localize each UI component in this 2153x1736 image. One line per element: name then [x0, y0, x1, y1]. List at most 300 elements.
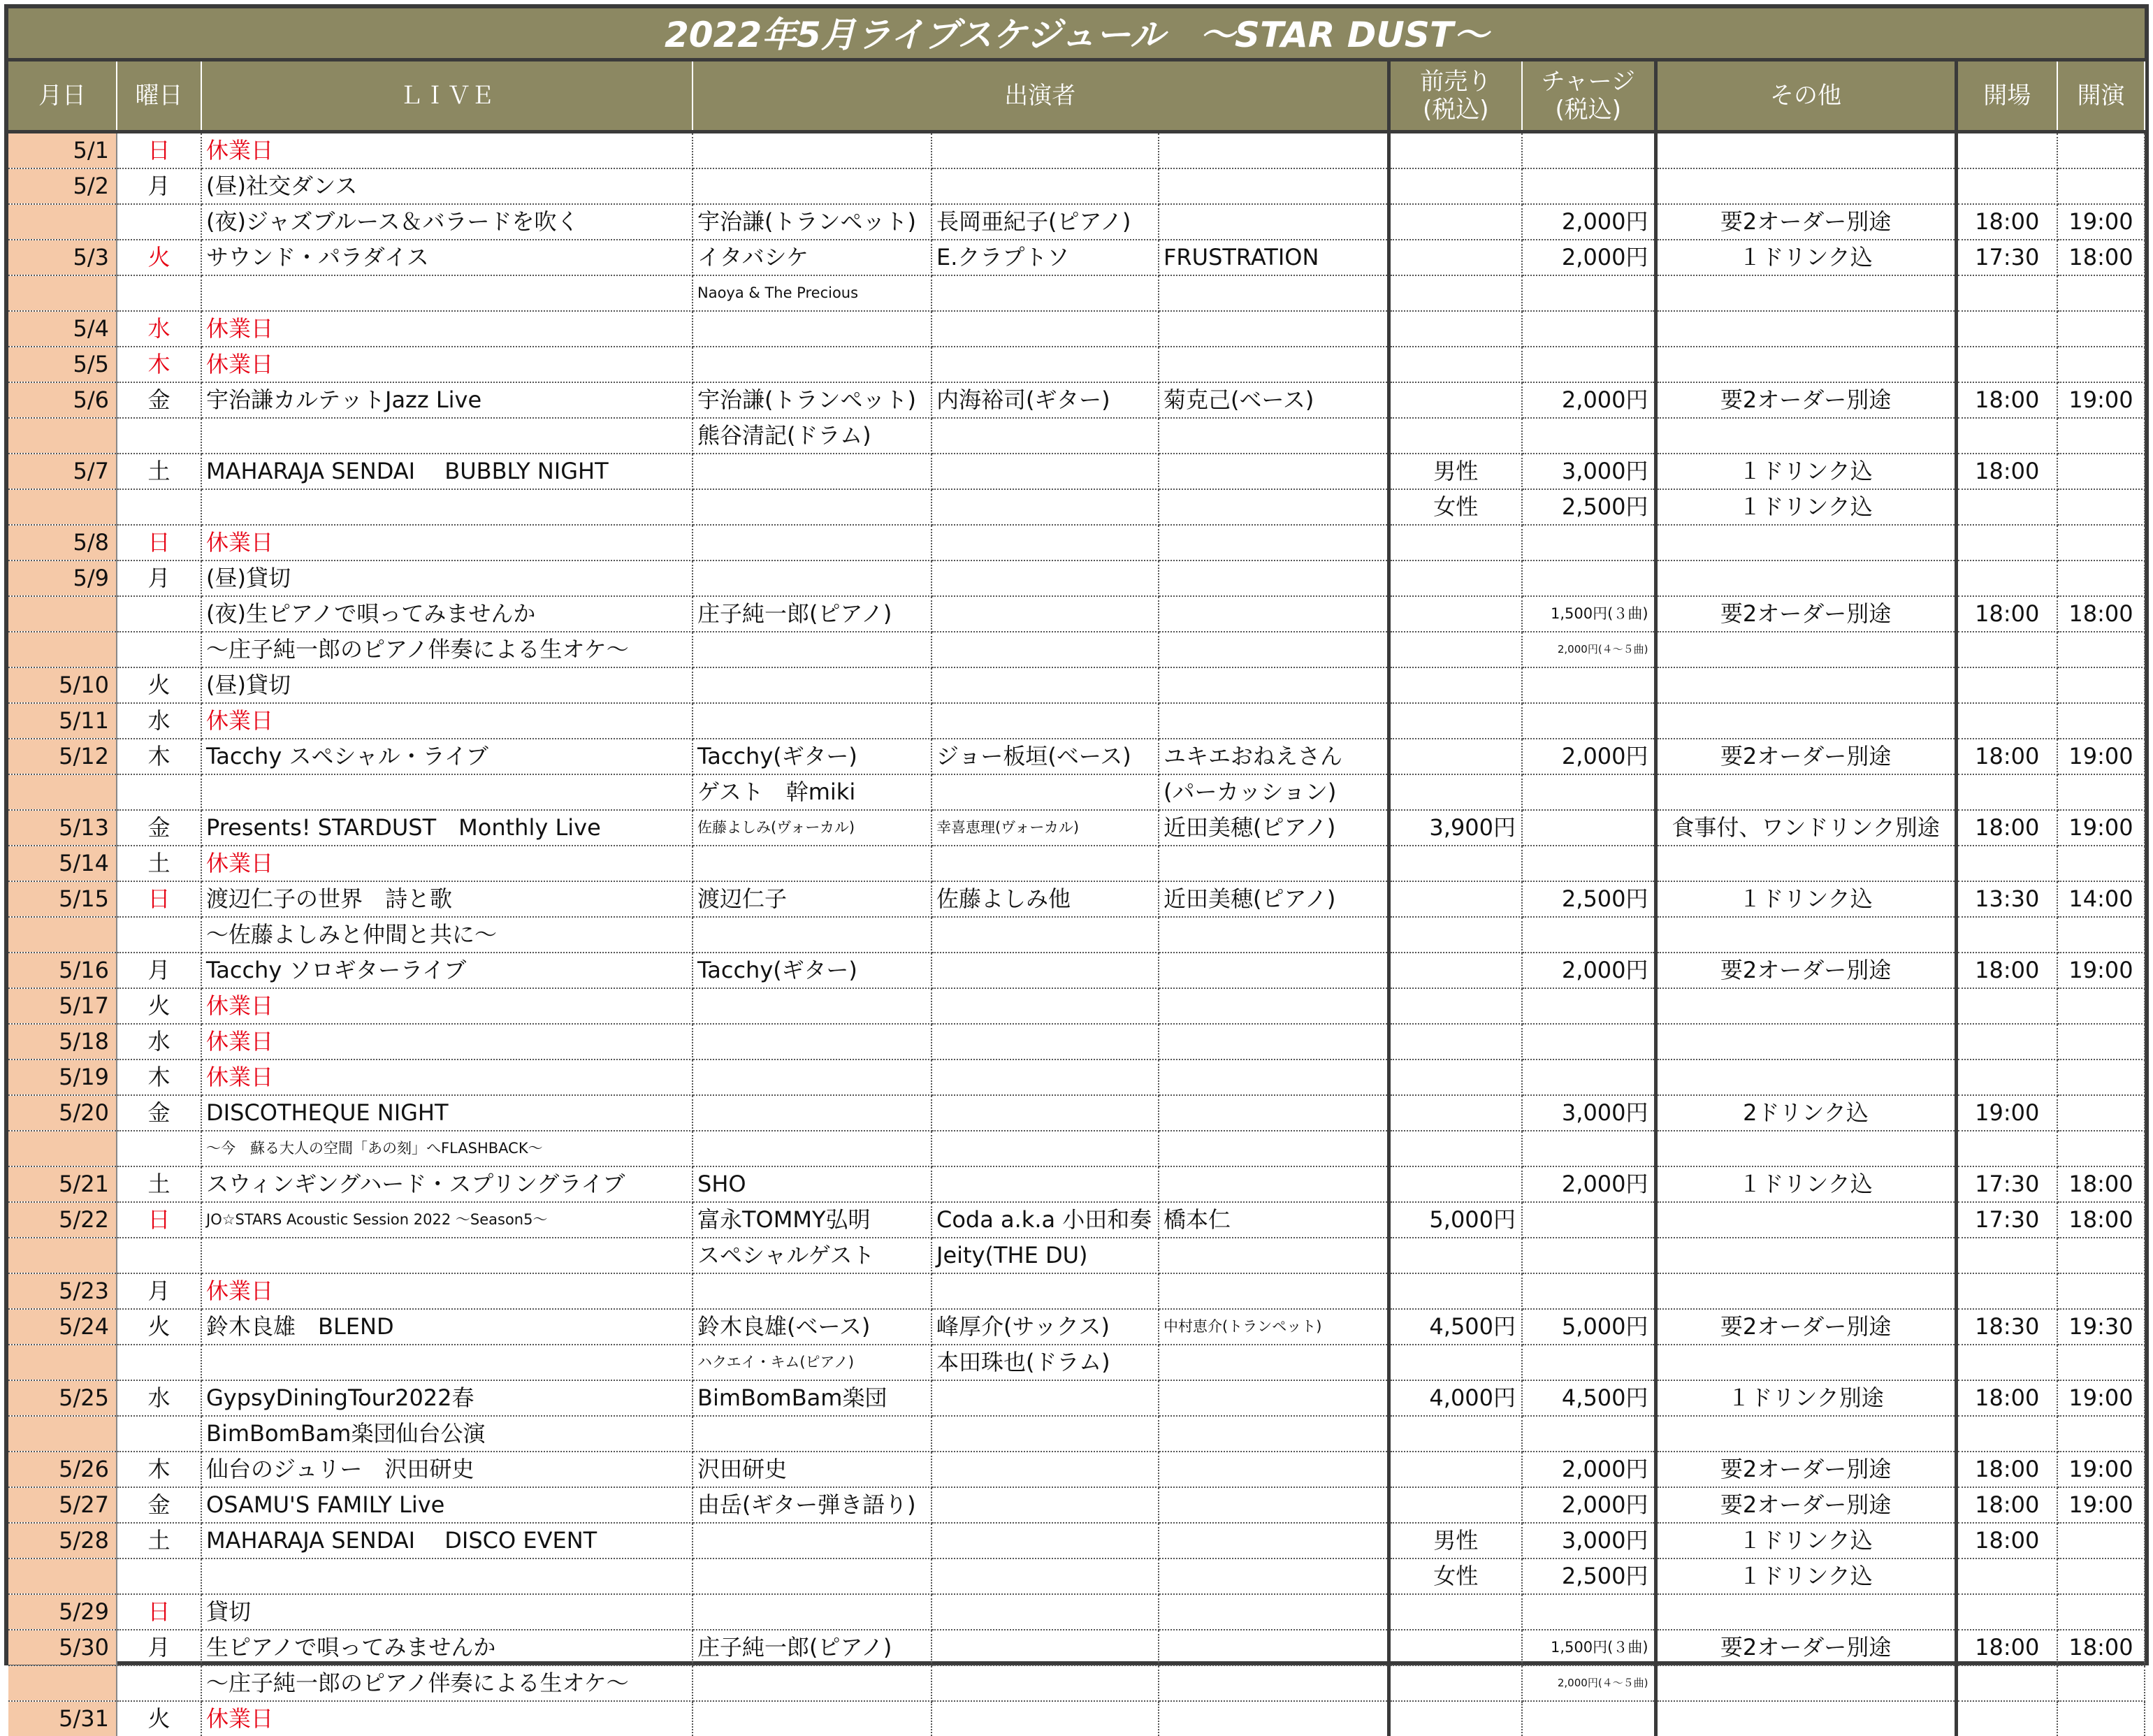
performer-3-cell: [1159, 311, 1389, 347]
table-row: [8, 1701, 2145, 1736]
performer-1-cell: [693, 703, 931, 739]
dow-cell: 水: [117, 1380, 201, 1416]
table-row: [8, 917, 2145, 953]
live-cell: (昼)社交ダンス: [201, 168, 693, 204]
open-cell: 18:00: [1956, 1452, 2057, 1487]
performer-2-cell: [931, 917, 1159, 953]
advance-cell: [1389, 132, 1522, 169]
charge-cell: [1522, 132, 1655, 169]
other-cell: [1655, 1665, 1956, 1701]
other-cell: [1655, 1416, 1956, 1452]
table-row: [8, 1095, 2145, 1131]
performer-3-cell: 近田美穂(ピアノ): [1159, 810, 1389, 846]
performer-1-cell: [693, 1416, 931, 1452]
other-cell: [1655, 846, 1956, 881]
table-row: [8, 774, 2145, 810]
performer-3-cell: [1159, 1630, 1389, 1665]
charge-cell: [1522, 810, 1655, 846]
advance-cell: [1389, 418, 1522, 454]
table-row: [8, 347, 2145, 382]
advance-cell: [1389, 1594, 1522, 1630]
other-cell: １ドリンク込: [1655, 1166, 1956, 1202]
advance-cell: [1389, 953, 1522, 988]
performer-1-cell: [693, 846, 931, 881]
performer-2-cell: 幸喜恵理(ヴォーカル): [931, 810, 1159, 846]
charge-cell: [1522, 168, 1655, 204]
date-cell: 5/10: [8, 667, 117, 703]
dow-cell: 木: [117, 1452, 201, 1487]
open-cell: [1956, 1238, 2057, 1273]
charge-cell: [1522, 1594, 1655, 1630]
table-row: [8, 703, 2145, 739]
performer-2-cell: 佐藤よしみ他: [931, 881, 1159, 917]
performer-3-cell: [1159, 1558, 1389, 1594]
open-cell: [1956, 846, 2057, 881]
date-cell: 5/5: [8, 347, 117, 382]
date-cell: 5/22: [8, 1202, 117, 1238]
open-cell: 18:30: [1956, 1309, 2057, 1345]
performer-2-cell: [931, 1059, 1159, 1095]
performer-1-cell: [693, 347, 931, 382]
performer-3-cell: FRUSTRATION: [1159, 240, 1389, 275]
date-cell: 5/8: [8, 525, 117, 560]
date-cell: 5/24: [8, 1309, 117, 1345]
date-cell: 5/28: [8, 1523, 117, 1558]
performer-1-cell: [693, 1523, 931, 1558]
performer-1-cell: [693, 1558, 931, 1594]
open-cell: [1956, 489, 2057, 525]
date-cell: 5/7: [8, 454, 117, 489]
header-start: 開演: [2057, 62, 2145, 132]
table-row: [8, 1487, 2145, 1523]
date-cell: [8, 632, 117, 667]
performer-2-cell: [931, 525, 1159, 560]
advance-cell: [1389, 168, 1522, 204]
dow-cell: 金: [117, 382, 201, 418]
dow-cell: 日: [117, 1202, 201, 1238]
performer-2-cell: [931, 1487, 1159, 1523]
performer-1-cell: [693, 1131, 931, 1166]
start-cell: [2057, 1665, 2145, 1701]
open-cell: [1956, 703, 2057, 739]
performer-3-cell: [1159, 1059, 1389, 1095]
table-row: [8, 1131, 2145, 1166]
table-row: [8, 1416, 2145, 1452]
charge-cell: [1522, 846, 1655, 881]
live-cell: 〜庄子純一郎のピアノ伴奏による生オケ〜: [201, 1665, 693, 1701]
performer-1-cell: 庄子純一郎(ピアノ): [693, 1630, 931, 1665]
start-cell: 19:30: [2057, 1309, 2145, 1345]
open-cell: [1956, 1665, 2057, 1701]
performer-2-cell: [931, 489, 1159, 525]
advance-cell: [1389, 1166, 1522, 1202]
dow-cell: [117, 1416, 201, 1452]
live-cell: 休業日: [201, 1024, 693, 1059]
date-cell: 5/31: [8, 1701, 117, 1736]
performer-1-cell: Tacchy(ギター): [693, 953, 931, 988]
live-cell: 休業日: [201, 988, 693, 1024]
table-row: [8, 204, 2145, 240]
header-other: その他: [1655, 62, 1956, 132]
charge-cell: 2,000円: [1522, 739, 1655, 774]
dow-cell: [117, 204, 201, 240]
start-cell: [2057, 168, 2145, 204]
table-row: [8, 1452, 2145, 1487]
performer-2-cell: Coda a.k.a 小田和奏: [931, 1202, 1159, 1238]
performer-1-cell: [693, 1095, 931, 1131]
performer-2-cell: [931, 774, 1159, 810]
table-row: [8, 953, 2145, 988]
performer-2-cell: [931, 1131, 1159, 1166]
date-cell: 5/20: [8, 1095, 117, 1131]
performer-1-cell: 宇治謙(トランペット): [693, 382, 931, 418]
performer-3-cell: [1159, 1701, 1389, 1736]
dow-cell: 土: [117, 454, 201, 489]
table-row: [8, 1238, 2145, 1273]
date-cell: 5/21: [8, 1166, 117, 1202]
live-cell: 休業日: [201, 311, 693, 347]
performer-1-cell: [693, 667, 931, 703]
start-cell: [2057, 1238, 2145, 1273]
charge-cell: [1522, 1701, 1655, 1736]
open-cell: 18:00: [1956, 739, 2057, 774]
start-cell: [2057, 418, 2145, 454]
open-cell: [1956, 632, 2057, 667]
table-row: [8, 1558, 2145, 1594]
table-row: [8, 240, 2145, 275]
start-cell: [2057, 1523, 2145, 1558]
advance-cell: 4,500円: [1389, 1309, 1522, 1345]
header-date: 月日: [8, 62, 117, 132]
dow-cell: 火: [117, 240, 201, 275]
advance-cell: [1389, 1416, 1522, 1452]
other-cell: [1655, 525, 1956, 560]
advance-cell: [1389, 1665, 1522, 1701]
performer-1-cell: [693, 454, 931, 489]
date-cell: 5/6: [8, 382, 117, 418]
live-cell: サウンド・パラダイス: [201, 240, 693, 275]
performer-2-cell: 内海裕司(ギター): [931, 382, 1159, 418]
table-row: [8, 1273, 2145, 1309]
start-cell: [2057, 1095, 2145, 1131]
performer-2-cell: [931, 1665, 1159, 1701]
dow-cell: 土: [117, 1166, 201, 1202]
open-cell: 18:00: [1956, 1523, 2057, 1558]
advance-cell: [1389, 382, 1522, 418]
start-cell: 19:00: [2057, 1452, 2145, 1487]
charge-cell: [1522, 703, 1655, 739]
advance-cell: [1389, 703, 1522, 739]
other-cell: [1655, 1238, 1956, 1273]
performer-3-cell: 橋本仁: [1159, 1202, 1389, 1238]
start-cell: [2057, 1131, 2145, 1166]
start-cell: 18:00: [2057, 240, 2145, 275]
other-cell: [1655, 1202, 1956, 1238]
performer-2-cell: Jeity(THE DU): [931, 1238, 1159, 1273]
live-cell: [201, 489, 693, 525]
table-row: [8, 168, 2145, 204]
start-cell: [2057, 703, 2145, 739]
schedule-table: [8, 62, 2145, 1736]
performer-3-cell: [1159, 1487, 1389, 1523]
performer-2-cell: [931, 1024, 1159, 1059]
start-cell: 19:00: [2057, 1380, 2145, 1416]
performer-1-cell: 由岳(ギター弾き語り): [693, 1487, 931, 1523]
charge-cell: 2,500円: [1522, 1558, 1655, 1594]
charge-cell: 3,000円: [1522, 454, 1655, 489]
performer-1-cell: [693, 1701, 931, 1736]
live-cell: 休業日: [201, 1701, 693, 1736]
advance-cell: [1389, 311, 1522, 347]
live-cell: [201, 1238, 693, 1273]
date-cell: [8, 1665, 117, 1701]
open-cell: 18:00: [1956, 953, 2057, 988]
other-cell: 要2オーダー別途: [1655, 739, 1956, 774]
dow-cell: 金: [117, 1095, 201, 1131]
start-cell: [2057, 1558, 2145, 1594]
performer-2-cell: 峰厚介(サックス): [931, 1309, 1159, 1345]
open-cell: 18:00: [1956, 454, 2057, 489]
date-cell: 5/11: [8, 703, 117, 739]
start-cell: 19:00: [2057, 1487, 2145, 1523]
performer-3-cell: [1159, 988, 1389, 1024]
open-cell: 18:00: [1956, 1380, 2057, 1416]
start-cell: [2057, 632, 2145, 667]
performer-3-cell: [1159, 168, 1389, 204]
dow-cell: 金: [117, 1487, 201, 1523]
performer-1-cell: ゲスト 幹miki: [693, 774, 931, 810]
performer-3-cell: [1159, 418, 1389, 454]
start-cell: [2057, 846, 2145, 881]
dow-cell: 火: [117, 1701, 201, 1736]
performer-2-cell: [931, 988, 1159, 1024]
dow-cell: 水: [117, 1024, 201, 1059]
performer-3-cell: [1159, 1273, 1389, 1309]
performer-2-cell: 長岡亜紀子(ピアノ): [931, 204, 1159, 240]
schedule-sheet: [4, 4, 2149, 1665]
open-cell: [1956, 988, 2057, 1024]
table-row: [8, 846, 2145, 881]
date-cell: [8, 275, 117, 311]
advance-cell: [1389, 1452, 1522, 1487]
date-cell: 5/17: [8, 988, 117, 1024]
dow-cell: [117, 596, 201, 632]
start-cell: [2057, 1024, 2145, 1059]
other-cell: １ドリンク込: [1655, 454, 1956, 489]
performer-3-cell: [1159, 489, 1389, 525]
open-cell: [1956, 1701, 2057, 1736]
start-cell: 18:00: [2057, 1202, 2145, 1238]
other-cell: [1655, 667, 1956, 703]
live-cell: 貸切: [201, 1594, 693, 1630]
performer-3-cell: [1159, 1238, 1389, 1273]
date-cell: [8, 204, 117, 240]
performer-3-cell: [1159, 953, 1389, 988]
start-cell: [2057, 988, 2145, 1024]
performer-1-cell: [693, 1273, 931, 1309]
performer-2-cell: [931, 1416, 1159, 1452]
performer-3-cell: (パーカッション): [1159, 774, 1389, 810]
charge-cell: 2,000円(４〜５曲): [1522, 1665, 1655, 1701]
live-cell: 〜庄子純一郎のピアノ伴奏による生オケ〜: [201, 632, 693, 667]
date-cell: 5/23: [8, 1273, 117, 1309]
charge-cell: 2,000円: [1522, 240, 1655, 275]
performer-2-cell: [931, 418, 1159, 454]
table-row: [8, 1024, 2145, 1059]
start-cell: 18:00: [2057, 596, 2145, 632]
start-cell: [2057, 489, 2145, 525]
start-cell: 19:00: [2057, 382, 2145, 418]
date-cell: [8, 1558, 117, 1594]
open-cell: 13:30: [1956, 881, 2057, 917]
other-cell: [1655, 275, 1956, 311]
header-open: 開場: [1956, 62, 2057, 132]
advance-cell: [1389, 525, 1522, 560]
other-cell: [1655, 347, 1956, 382]
open-cell: [1956, 774, 2057, 810]
dow-cell: [117, 917, 201, 953]
other-cell: １ドリンク込: [1655, 240, 1956, 275]
performer-1-cell: ハクエイ・キム(ピアノ): [693, 1345, 931, 1380]
start-cell: [2057, 560, 2145, 596]
advance-cell: [1389, 347, 1522, 382]
dow-cell: [117, 275, 201, 311]
open-cell: [1956, 1059, 2057, 1095]
charge-cell: 2,500円: [1522, 881, 1655, 917]
advance-cell: [1389, 739, 1522, 774]
table-row: [8, 810, 2145, 846]
performer-1-cell: Tacchy(ギター): [693, 739, 931, 774]
other-cell: [1655, 1024, 1956, 1059]
date-cell: 5/29: [8, 1594, 117, 1630]
other-cell: [1655, 311, 1956, 347]
charge-cell: [1522, 275, 1655, 311]
table-row: [8, 596, 2145, 632]
performer-2-cell: 本田珠也(ドラム): [931, 1345, 1159, 1380]
performer-1-cell: 渡辺仁子: [693, 881, 931, 917]
performer-3-cell: [1159, 347, 1389, 382]
advance-cell: 4,000円: [1389, 1380, 1522, 1416]
other-cell: [1655, 774, 1956, 810]
performer-3-cell: [1159, 454, 1389, 489]
open-cell: [1956, 418, 2057, 454]
start-cell: [2057, 917, 2145, 953]
start-cell: 19:00: [2057, 953, 2145, 988]
live-cell: スウィンギングハード・スプリングライブ: [201, 1166, 693, 1202]
dow-cell: [117, 1345, 201, 1380]
performer-3-cell: [1159, 1380, 1389, 1416]
live-cell: 生ピアノで唄ってみませんか: [201, 1630, 693, 1665]
table-row: [8, 1380, 2145, 1416]
performer-1-cell: [693, 311, 931, 347]
advance-cell: [1389, 881, 1522, 917]
performer-2-cell: E.クラプトソ: [931, 240, 1159, 275]
performer-1-cell: スペシャルゲスト: [693, 1238, 931, 1273]
table-row: [8, 489, 2145, 525]
start-cell: [2057, 1059, 2145, 1095]
dow-cell: 月: [117, 560, 201, 596]
start-cell: [2057, 454, 2145, 489]
performer-1-cell: 沢田研史: [693, 1452, 931, 1487]
open-cell: [1956, 667, 2057, 703]
performer-1-cell: [693, 489, 931, 525]
other-cell: 要2オーダー別途: [1655, 1630, 1956, 1665]
performer-3-cell: [1159, 525, 1389, 560]
date-cell: [8, 596, 117, 632]
date-cell: 5/3: [8, 240, 117, 275]
date-cell: 5/16: [8, 953, 117, 988]
other-cell: [1655, 560, 1956, 596]
performer-1-cell: 鈴木良雄(ベース): [693, 1309, 931, 1345]
other-cell: １ドリンク込: [1655, 881, 1956, 917]
other-cell: [1655, 1273, 1956, 1309]
live-cell: Tacchy ソロギターライブ: [201, 953, 693, 988]
start-cell: 18:00: [2057, 1166, 2145, 1202]
open-cell: [1956, 1594, 2057, 1630]
other-cell: 要2オーダー別途: [1655, 953, 1956, 988]
live-cell: (夜)生ピアノで唄ってみませんか: [201, 596, 693, 632]
dow-cell: [117, 632, 201, 667]
advance-cell: [1389, 632, 1522, 667]
advance-cell: [1389, 1273, 1522, 1309]
date-cell: [8, 1131, 117, 1166]
advance-cell: [1389, 1238, 1522, 1273]
charge-cell: 2,000円: [1522, 953, 1655, 988]
date-cell: [8, 917, 117, 953]
table-row: [8, 275, 2145, 311]
date-cell: [8, 489, 117, 525]
dow-cell: 月: [117, 1273, 201, 1309]
charge-cell: 2,000円(４〜５曲): [1522, 632, 1655, 667]
page-title: 2022年5月ライブスケジュール 〜STAR DUST〜: [8, 8, 2145, 62]
advance-cell: 男性: [1389, 1523, 1522, 1558]
dow-cell: 日: [117, 525, 201, 560]
date-cell: [8, 1238, 117, 1273]
charge-cell: 2,000円: [1522, 204, 1655, 240]
charge-cell: [1522, 560, 1655, 596]
live-cell: MAHARAJA SENDAI BUBBLY NIGHT: [201, 454, 693, 489]
other-cell: 要2オーダー別途: [1655, 1452, 1956, 1487]
charge-cell: [1522, 988, 1655, 1024]
charge-cell: [1522, 1202, 1655, 1238]
date-cell: 5/19: [8, 1059, 117, 1095]
advance-cell: [1389, 1095, 1522, 1131]
table-row: [8, 632, 2145, 667]
live-cell: [201, 418, 693, 454]
date-cell: [8, 1345, 117, 1380]
performer-3-cell: 中村恵介(トランペット): [1159, 1309, 1389, 1345]
advance-cell: [1389, 275, 1522, 311]
live-cell: 休業日: [201, 1059, 693, 1095]
open-cell: [1956, 1345, 2057, 1380]
live-cell: (昼)貸切: [201, 667, 693, 703]
start-cell: 18:00: [2057, 1630, 2145, 1665]
performer-1-cell: [693, 1059, 931, 1095]
other-cell: 要2オーダー別途: [1655, 1309, 1956, 1345]
performer-3-cell: [1159, 846, 1389, 881]
performer-2-cell: [931, 275, 1159, 311]
table-row: [8, 560, 2145, 596]
charge-cell: [1522, 667, 1655, 703]
other-cell: １ドリンク込: [1655, 1523, 1956, 1558]
live-cell: 休業日: [201, 347, 693, 382]
date-cell: 5/26: [8, 1452, 117, 1487]
date-cell: 5/13: [8, 810, 117, 846]
performer-2-cell: [931, 1166, 1159, 1202]
charge-cell: [1522, 1273, 1655, 1309]
table-row: [8, 418, 2145, 454]
charge-cell: [1522, 917, 1655, 953]
